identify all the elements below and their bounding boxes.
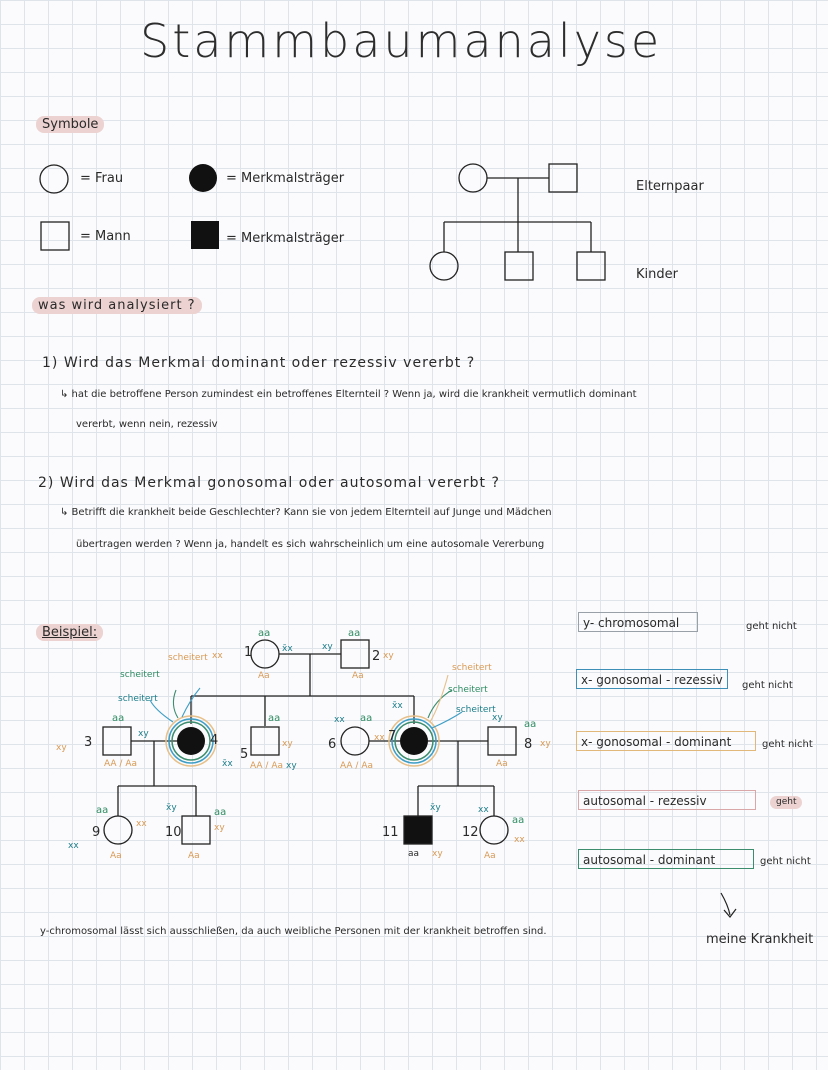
note-xx-6: xx [334, 715, 345, 725]
person-11 [404, 816, 432, 844]
geno-6: aa [360, 713, 373, 724]
answer-2-line-1: ↳ Betrifft die krankheit beide Geschlechter? Kann sie von jedem Elternteil auf Junge und Mädchen [60, 507, 552, 518]
legend-traeger-f: = Merkmalsträger [226, 171, 345, 186]
note-xx-6b: xx [374, 733, 385, 743]
symbols-heading: Symbole [36, 116, 104, 133]
answer-1-line-2: vererbt, wenn nein, rezessiv [76, 419, 218, 430]
family-template [430, 164, 605, 280]
mode-x-rezessiv: x- gonosomal - rezessiv [576, 669, 728, 689]
scheitert-2: scheitert [120, 670, 160, 680]
opt-9: Aa [110, 851, 122, 861]
mode-autosomal-rezessiv: autosomal - rezessiv [578, 790, 756, 810]
person-1 [251, 640, 279, 668]
mode-x-dominant: x- gonosomal - dominant [576, 731, 756, 751]
num-10: 10 [165, 825, 182, 840]
note-xy-10: xy [214, 823, 225, 833]
example-heading: Beispiel: [36, 624, 103, 641]
verdict-x-dominant: geht nicht [762, 739, 813, 750]
question-2: 2) Wird das Merkmal gonosomal oder autosomal vererbt ? [38, 475, 500, 491]
person-10 [182, 816, 210, 844]
person-6 [341, 727, 369, 755]
person-3 [103, 727, 131, 755]
note-xx-12: xx [478, 805, 489, 815]
note-xbarx-4: x̄x [222, 759, 233, 769]
answer-2-line-2: übertragen werden ? Wenn ja, handelt es sich wahrscheinlich um eine autosomale Vererbung [76, 539, 545, 550]
opt-8: Aa [496, 759, 508, 769]
note-xy-11: xy [432, 849, 443, 859]
num-11: 11 [382, 825, 399, 840]
num-1: 1 [244, 645, 253, 660]
note-xbarx-1: x̄x [282, 644, 293, 654]
note-xx-9: xx [68, 841, 79, 851]
num-3: 3 [84, 735, 93, 750]
note-xy-3b: xy [138, 729, 149, 739]
answer-1-line-1: ↳ hat die betroffene Person zumindest ein betroffenes Elternteil ? Wenn ja, wird die krankheit vermutlich dominant [60, 389, 637, 400]
page-title: Stammbaumanalyse [140, 14, 663, 68]
opt-12: Aa [484, 851, 496, 861]
geno-3: aa [112, 713, 125, 724]
geno-8: aa [524, 719, 537, 730]
opt-2: Aa [352, 671, 364, 681]
num-6: 6 [328, 737, 337, 752]
male-affected-symbol [191, 221, 219, 249]
note-xbary-11: x̄y [430, 803, 441, 813]
note-xy-3: xy [56, 743, 67, 753]
note-xy-5b: xy [286, 761, 297, 771]
male-symbol [41, 222, 69, 250]
note-xy-2: xy [322, 642, 333, 652]
down-arrow-icon [721, 893, 736, 917]
num-8: 8 [524, 737, 533, 752]
note-xx-12b: xx [514, 835, 525, 845]
person-2 [341, 640, 369, 668]
conclusion: y-chromosomal lässt sich ausschließen, da auch weibliche Personen mit der krankheit betroffen sind. [40, 926, 547, 937]
verdict-x-rezessiv: geht nicht [742, 680, 793, 691]
note-xx-1: xx [212, 651, 223, 661]
opt-3: AA / Aa [104, 759, 137, 769]
mode-y-chromosomal: y- chromosomal [578, 612, 698, 632]
person-12 [480, 816, 508, 844]
geno-5: aa [268, 713, 281, 724]
note-xy-2b: xy [383, 651, 394, 661]
scheitert-3: scheitert [118, 694, 158, 704]
note-xy-5: xy [282, 739, 293, 749]
geno-11: aa [408, 849, 420, 859]
geno-10: aa [214, 807, 227, 818]
note-xbary-10: x̄y [166, 803, 177, 813]
mode-autosomal-dominant: autosomal - dominant [578, 849, 754, 869]
person-5 [251, 727, 279, 755]
geno-1: aa [258, 628, 271, 639]
geno-9: aa [96, 805, 109, 816]
num-9: 9 [92, 825, 101, 840]
num-2: 2 [372, 649, 381, 664]
legend-mann: = Mann [80, 229, 131, 244]
scheitert-6: scheitert [456, 705, 496, 715]
note-xy-8b: xy [540, 739, 551, 749]
opt-10: Aa [188, 851, 200, 861]
label-kinder: Kinder [636, 267, 678, 282]
num-7: 7 [388, 729, 397, 744]
question-1: 1) Wird das Merkmal dominant oder rezessiv vererbt ? [42, 355, 476, 371]
num-5: 5 [240, 747, 249, 762]
scheitert-4: scheitert [452, 663, 492, 673]
legend-frau: = Frau [80, 171, 124, 186]
verdict-y-chromosomal: geht nicht [746, 621, 797, 632]
opt-1: Aa [258, 671, 270, 681]
scheitert-1: scheitert [168, 653, 208, 663]
scheitert-5: scheitert [448, 685, 488, 695]
female-affected-symbol [189, 164, 217, 192]
note-xx-9b: xx [136, 819, 147, 829]
female-symbol [40, 165, 68, 193]
geno-2: aa [348, 628, 361, 639]
num-4: 4 [210, 733, 219, 748]
verdict-autosomal-dominant: geht nicht [760, 856, 811, 867]
verdict-autosomal-rezessiv: geht [770, 796, 802, 809]
analysis-heading: was wird analysiert ? [32, 297, 202, 314]
num-12: 12 [462, 825, 479, 840]
person-9 [104, 816, 132, 844]
note-xbarx-7: x̄x [392, 701, 403, 711]
note-xy-8: xy [492, 713, 503, 723]
person-8 [488, 727, 516, 755]
meine-krankheit: meine Krankheit [706, 932, 814, 947]
opt-6: AA / Aa [340, 761, 373, 771]
opt-5: AA / Aa [250, 761, 283, 771]
label-elternpaar: Elternpaar [636, 179, 704, 194]
geno-12: aa [512, 815, 525, 826]
legend-traeger-m: = Merkmalsträger [226, 231, 345, 246]
